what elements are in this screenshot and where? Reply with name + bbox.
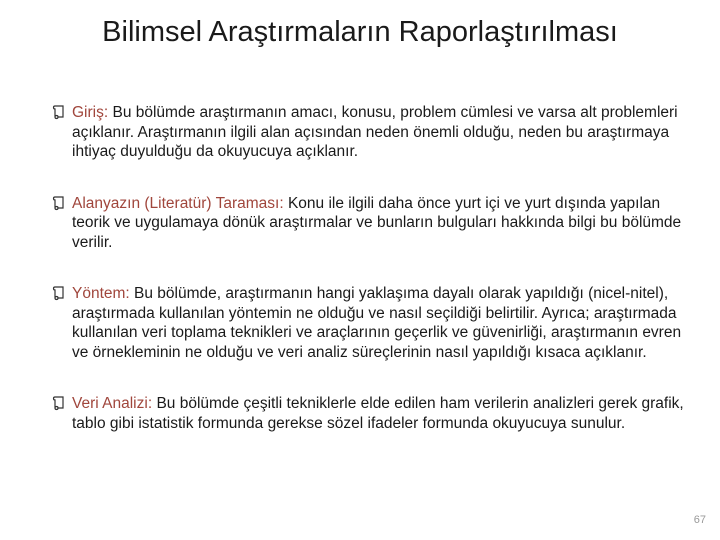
bullet-list	[52, 103, 692, 433]
bullet-item-alanyazin	[52, 194, 692, 253]
bullet-text: Konu ile ilgili daha önce yurt içi ve yurt dışında yapılan teorik ve uygulamaya dönük araştırmalar ve bunların bulguları hakkında bilgi bu bölümde verilir.	[72, 194, 682, 251]
bullet-item-veri-analizi	[52, 394, 692, 433]
bullet-text: Bu bölümde araştırmanın amacı, konusu, problem cümlesi ve varsa alt problemleri açıklanır. Araştırmanın ilgili alan açısından neden önemli olduğu, neden bu araştırmaya ihtiyaç duyulduğu da okuyucuya açıklanır.	[72, 104, 678, 160]
bullet-label: Yöntem:	[72, 285, 130, 302]
scroll-bullet-icon	[52, 104, 66, 120]
bullet-label: Alanyazın (Literatür) Taraması:	[72, 194, 284, 212]
bullet-label: Giriş:	[72, 104, 109, 121]
page-number: 67	[693, 514, 706, 526]
bullet-text: Bu bölümde çeşitli tekniklerle elde edilen ham verilerin analizleri gerek grafik, tablo gibi istatistik formunda gerekse sözel ifadeler formunda okuyucuya sunulur.	[72, 395, 684, 432]
bullet-label: Veri Analizi:	[72, 395, 153, 412]
scroll-bullet-icon	[52, 395, 66, 411]
slide-title: Bilimsel Araştırmaların Raporlaştırılması	[102, 16, 618, 48]
bullet-item-giris	[52, 103, 692, 162]
bullet-text: Bu bölümde, araştırmanın hangi yaklaşıma dayalı olarak yapıldığı (nicel-nitel), araştırmada kullanılan yöntemin ne olduğu ve nasıl seçildiği belirtilir. Ayrıca; araştırmada kullanılan veri toplama teknikleri ve araçlarının geçerlik ve güvenirliği, araştırmanın evren ve örnekleminin ne olduğu ve veri analiz süreçlerinin nasıl yapıldığı kısaca açıklanır.	[72, 285, 682, 361]
scroll-bullet-icon	[52, 285, 66, 301]
bullet-item-yontem	[52, 284, 692, 362]
scroll-bullet-icon	[52, 195, 66, 211]
